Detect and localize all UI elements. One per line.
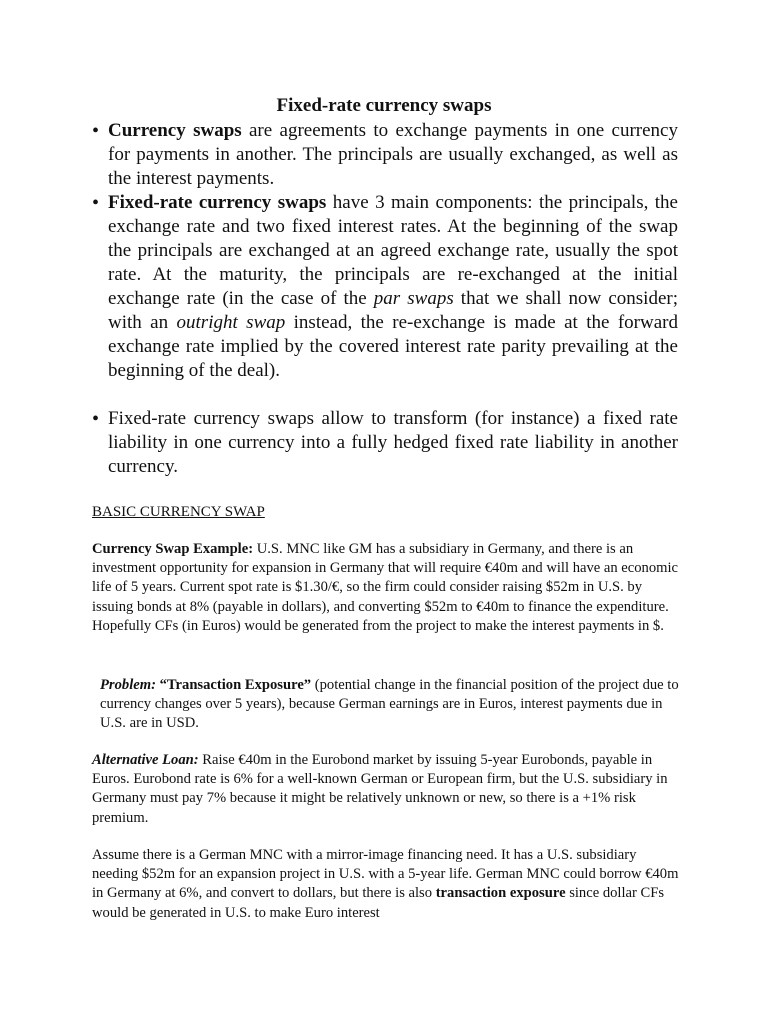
bullet-text: instead, the re-exchange is made at the forward exchange rate implied by the covered interest rate parity prevailing at the beginning of the deal).: [108, 312, 678, 381]
paragraph-text: Assume there is a German MNC with a mirror-image financing need. It has a U.S. subsidiary needing $52m for an expansion project in U.S. with a 5-year life. German MNC could borrow €40m in Germany at 6%, and convert to dollars, but there is also: [92, 847, 679, 902]
paragraph-example: [92, 540, 680, 636]
page-title: Fixed-rate currency swaps: [276, 95, 492, 116]
bullet-lead: Fixed-rate currency swaps: [108, 192, 327, 213]
paragraph-text: Raise €40m in the Eurobond market by issuing 5-year Eurobonds, payable in Euros. Eurobond rate is 6% for a well-known German or European firm, but the U.S. subsidiary in Germany must pay 7% because it might be relatively unknown or new, so there is a +1% risk premium.: [92, 752, 668, 826]
bullet-list: [92, 119, 678, 479]
term-outright-swap: outright swap: [176, 312, 286, 333]
term-par-swaps: par swaps: [373, 288, 454, 309]
bullet-text: are agreements to exchange payments in one currency for payments in another. The principals are usually exchanged, as well as the interest payments.: [108, 120, 678, 189]
bullet-item-fixed-rate-swaps: [92, 191, 678, 383]
paragraph-problem: [92, 676, 688, 734]
paragraph-lead: Problem:: [100, 677, 156, 693]
section-heading: BASIC CURRENCY SWAP: [92, 504, 265, 520]
bullet-item-currency-swaps: [92, 119, 678, 191]
bullet-text: have 3 main components: the principals, the exchange rate and two fixed interest rates. At the beginning of the swap the principals are exchanged at an agreed exchange rate, usually the spot rate. At the maturity, the principals are re-exchanged at the initial exchange rate (in the case of the: [108, 192, 678, 309]
paragraph-alternative-loan: [92, 751, 680, 828]
bullet-item-transform: [92, 407, 678, 479]
paragraph-text: (potential change in the financial position of the project due to currency changes over 5 years), because German earnings are in Euros, interest payments due in U.S. are in USD.: [100, 677, 679, 732]
bullet-lead: Currency swaps: [108, 120, 242, 141]
paragraph-quoted-term: “Transaction Exposure”: [159, 677, 312, 693]
paragraph-lead: Alternative Loan:: [92, 752, 199, 768]
paragraph-bold-term: transaction exposure: [435, 885, 566, 902]
paragraph-text: U.S. MNC like GM has a subsidiary in Germany, and there is an investment opportunity for expansion in Germany that will require €40m and will have an economic life of 5 years. Current spot rate is $1.30/€, so the firm could consider raising $52m in U.S. by issuing bonds at 8% (payable in dollars), and converting $52m to €40m to finance the expenditure. Hopefully CFs (in Euros) would be generated from the project to make the interest payments in $.: [92, 541, 679, 634]
bullet-text: that we shall now consider; with an: [108, 288, 678, 333]
bullet-text: Fixed-rate currency swaps allow to transform (for instance) a fixed rate liability in one currency into a fully hedged fixed rate liability in another currency.: [108, 408, 678, 477]
paragraph-assume: [92, 846, 680, 923]
paragraph-lead: Currency Swap Example:: [92, 541, 254, 557]
paragraph-text: since dollar CFs would be generated in U.S. to make Euro interest: [92, 885, 665, 921]
